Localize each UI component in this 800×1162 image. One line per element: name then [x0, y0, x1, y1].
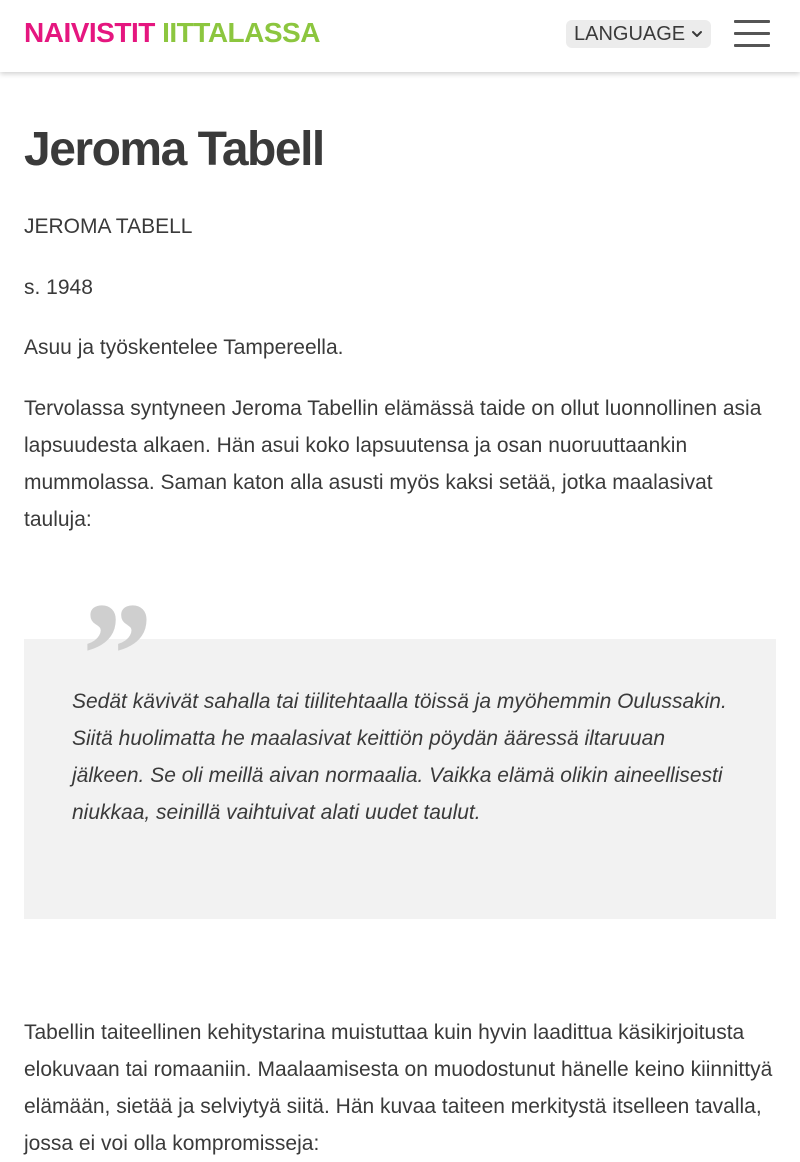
- menu-bar-top: [734, 20, 770, 23]
- quotation-mark-icon: ”: [74, 580, 149, 670]
- quote-text: Sedät kävivät sahalla tai tiilitehtaalla töissä ja myöhemmin Oulussakin. Siitä huolimatta he maalasivat keittiön pöydän ääressä iltaruuan jälkeen. Se oli meillä aivan normaalia. Vaikka elämä olikin aineellisesti niukkaa, seinillä vaihtuivat alati uudet taulut.: [72, 690, 727, 824]
- logo-text-naivistit: NAIVISTIT: [24, 17, 155, 48]
- language-label: LANGUAGE: [574, 22, 686, 45]
- hamburger-menu-icon[interactable]: [734, 18, 772, 50]
- site-logo[interactable]: [24, 15, 320, 51]
- language-selector-button[interactable]: [566, 20, 711, 48]
- menu-bar-middle: [734, 32, 770, 35]
- artist-residence: Asuu ja työskentelee Tampereella.: [24, 336, 344, 359]
- body-paragraph: Tabellin taiteellinen kehitystarina muistuttaa kuin hyvin laadittua käsikirjoitusta elokuvaan tai romaaniin. Maalaamisesta on muodostunut hänelle keino kiinnittyä elämään, sietää ja selviytyä siitä. Hän kuvaa taiteen merkitystä itselleen tavalla, jossa ei voi olla kompromisseja:: [24, 1021, 773, 1155]
- menu-bar-bottom: [734, 44, 770, 47]
- artist-birth-year: s. 1948: [24, 276, 93, 299]
- chevron-down-icon: [691, 28, 703, 40]
- site-header: [0, 0, 800, 72]
- logo-text-iittalassa: IITTALASSA: [162, 17, 320, 48]
- blockquote: [24, 639, 776, 919]
- artist-name-caps: JEROMA TABELL: [24, 215, 193, 238]
- intro-paragraph: Tervolassa syntyneen Jeroma Tabellin elämässä taide on ollut luonnollinen asia lapsuudesta alkaen. Hän asui koko lapsuutensa ja osan nuoruuttaankin mummolassa. Saman katon alla asusti myös kaksi setää, jotka maalasivat tauluja:: [24, 397, 762, 531]
- page-title: Jeroma Tabell: [24, 123, 324, 176]
